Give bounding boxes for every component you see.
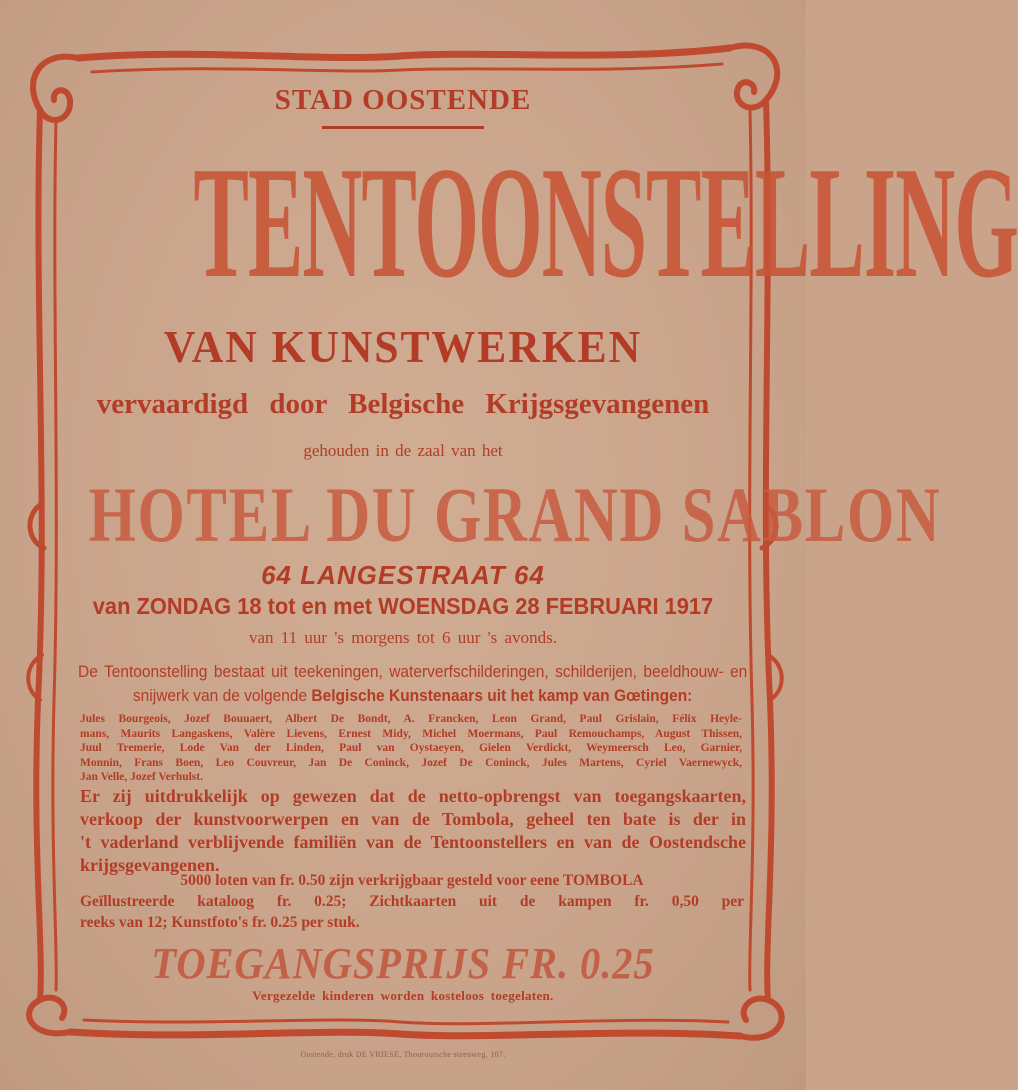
notice-line: 't vaderland verblijvende familiën van de Tentoonstellers en van de Oostendsche bbox=[80, 832, 746, 852]
artist-list-line: Jan Velle, Jozef Verhulst. bbox=[80, 771, 203, 783]
description-line-1: De Tentoonstelling bestaat uit teekeningen, waterverfschilderingen, schilderijen, beeldhouw- en bbox=[78, 663, 748, 681]
tombola-info bbox=[80, 870, 744, 933]
tombola-line: reeks van 12; Kunstfoto's fr. 0.25 per stuk. bbox=[80, 914, 360, 931]
poster-title: TENTOONSTELLING bbox=[193, 133, 1018, 311]
description-line-2 bbox=[78, 684, 747, 708]
description-line-2-prefix: snijwerk van de volgende bbox=[132, 687, 308, 705]
opening-hours: van 11 uur 's morgens tot 6 uur 's avonds. bbox=[249, 628, 557, 647]
artist-list bbox=[80, 712, 742, 785]
venue-address: 64 LANGESTRAAT 64 bbox=[261, 560, 545, 590]
artist-list-line: Monnin, Frans Boen, Leo Couvreur, Jan De Coninck, Jozef De Coninck, Jules Martens, Cyriel Vaernewyck, bbox=[80, 756, 742, 769]
artist-list-line: mans, Maurits Langaskens, Valère Lievens, Ernest Midy, Michel Moermans, Paul Remouchamps, August Thissen, bbox=[80, 727, 742, 740]
artist-list-line: Jules Bourgeois, Jozef Bouuaert, Albert De Bondt, A. Francken, Leon Grand, Paul Grislain, Félix Heyle- bbox=[80, 713, 742, 725]
poster-subtitle: VAN KUNSTWERKEN bbox=[163, 321, 643, 372]
tombola-line: 5000 loten van fr. 0.50 zijn verkrijgbaar gesteld voor eene TOMBOLA bbox=[180, 872, 644, 889]
notice-line: verkoop der kunstvoorwerpen en van de Tombola, geheel ten bate is der in bbox=[80, 809, 746, 829]
venue-name: HOTEL DU GRAND SABLON bbox=[88, 471, 942, 558]
printer-imprint: Oostende, druk DE VRIESE, Thouroutsche steenweg, 107. bbox=[300, 1050, 506, 1059]
title-rule bbox=[322, 126, 484, 129]
description-line-2-bold: Belgische Kunstenaars uit het kamp van Gœtingen: bbox=[311, 687, 693, 705]
notice-line: Er zij uitdrukkelijk op gewezen dat de netto-opbrengst van toegangskaarten, bbox=[80, 786, 746, 806]
exhibition-dates: van ZONDAG 18 tot en met WOENSDAG 28 FEBRUARI 1917 bbox=[92, 593, 714, 619]
artist-list-line: Juul Tremerie, Lode Van der Linden, Paul van Oystaeyen, Gielen Verdickt, Weymeersch Leo, Garnier, bbox=[80, 742, 742, 754]
children-notice: Vergezelde kinderen worden kosteloos toegelaten. bbox=[252, 988, 554, 1003]
exhibition-description bbox=[78, 660, 747, 708]
admission-price: TOEGANGSPRIJS FR. 0.25 bbox=[151, 939, 655, 988]
proceeds-notice bbox=[80, 785, 746, 877]
tombola-line: Geïllustreerde kataloog fr. 0.25; Zichtkaarten uit de kampen fr. 0,50 per bbox=[80, 893, 744, 910]
city-name: STAD OOSTENDE bbox=[274, 84, 532, 116]
notice-line: krijgsgevangenen. bbox=[80, 855, 220, 875]
made-by-line: vervaardigd door Belgische Krijgsgevangenen bbox=[96, 388, 710, 420]
venue-intro: gehouden in de zaal van het bbox=[303, 441, 503, 460]
